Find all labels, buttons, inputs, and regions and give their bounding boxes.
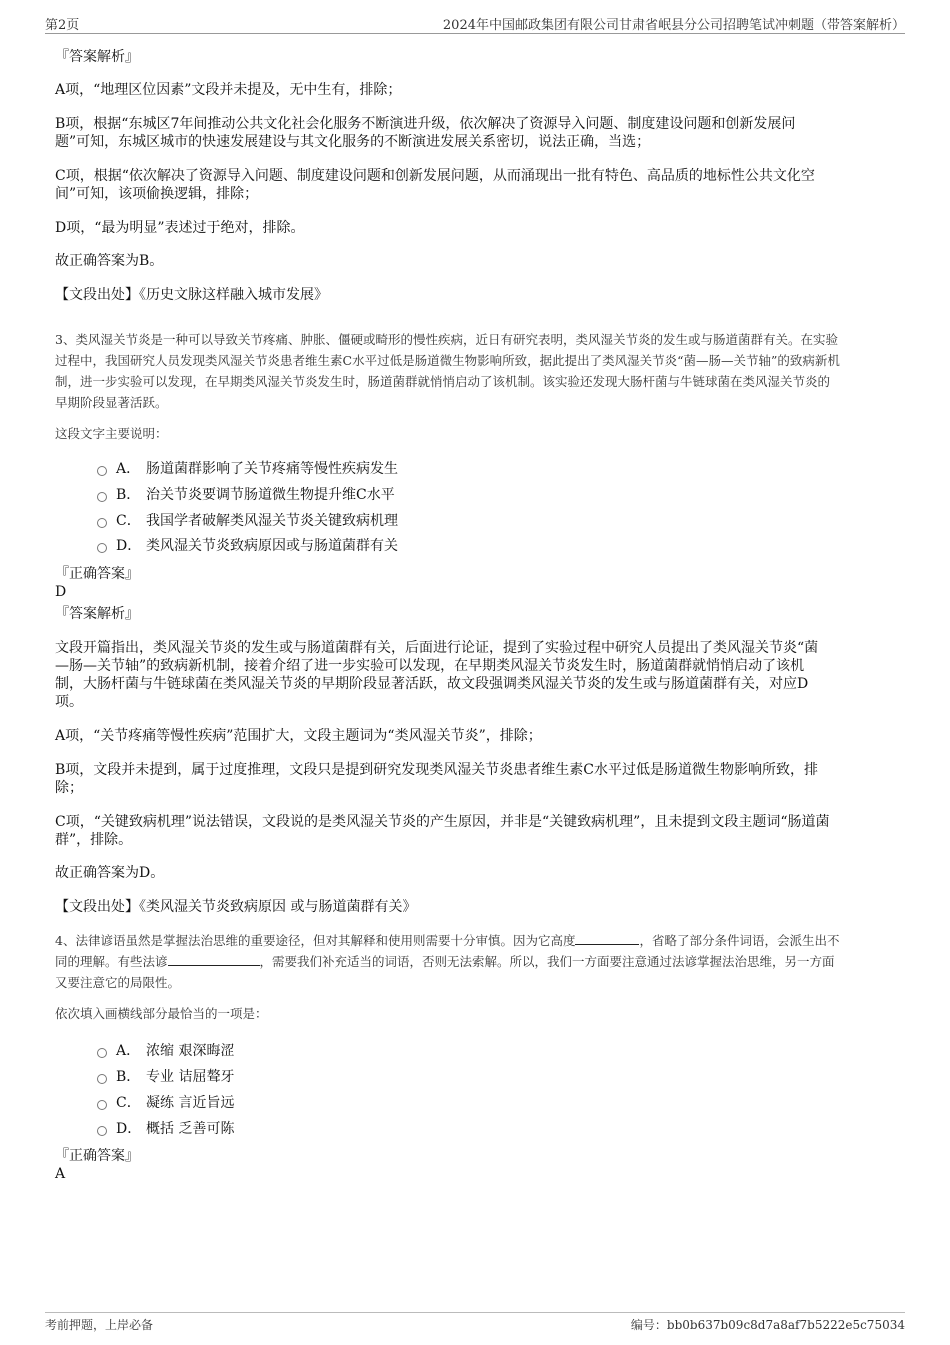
source: 【文段出处】《类风湿关节炎致病原因 或与肠道菌群有关》 (55, 899, 417, 915)
analysis-c-line2: 间”可知，该项偷换逻辑，排除； (55, 186, 259, 202)
page-footer (45, 1312, 905, 1335)
radio-icon[interactable] (97, 1048, 107, 1058)
source: 【文段出处】《历史文脉这样融入城市发展》 (55, 287, 328, 303)
page-number: 第2页 (45, 18, 80, 33)
radio-icon[interactable] (97, 1074, 107, 1084)
document-id: 编号：bb0b637b09c8d7a8af7b5222e5c75034 (630, 1318, 905, 1332)
fill-blank-1 (575, 932, 639, 945)
analysis-c-line1: C项，“关键致病机理”说法错误，文段说的是类风湿关节炎的产生原因，并非是“关键致病机理”，且未提到文段主题词“肠道菌 (55, 814, 830, 830)
analysis-c-line1: C项，根据“依次解决了资源导入问题、制度建设问题和创新发展问题，从而涌现出一批有特色、高品质的地标性公共文化空 (55, 168, 815, 184)
question-4-stem-line3: 又要注意它的局限性。 (55, 975, 181, 990)
document-title: 2024年中国邮政集团有限公司甘肃省岷县分公司招聘笔试冲刺题（带答案解析） (442, 18, 905, 33)
question-3-stem-line3: 制，进一步实验可以发现，在早期类风湿关节炎发生时，肠道菌群就悄悄启动了该机制。该实验还发现大肠杆菌与牛链球菌在类风湿关节炎的 (55, 374, 831, 389)
correct-answer-label: 『正确答案』 (55, 1148, 139, 1164)
analysis-b-line2: 除； (55, 780, 83, 796)
radio-icon[interactable] (97, 1126, 107, 1136)
page-header (45, 14, 905, 34)
analysis-d: D项，“最为明显”表述过于绝对，排除。 (55, 220, 305, 236)
footer-slogan: 考前押题，上岸必备 (45, 1318, 154, 1332)
correct-answer: D (55, 584, 67, 600)
question-4-option-a[interactable]: A． 浓缩 艰深晦涩 (97, 1041, 234, 1061)
radio-icon[interactable] (97, 492, 107, 502)
question-3-stem-line2: 过程中，我国研究人员发现类风湿关节炎患者维生素C水平过低是肠道微生物影响所致，据此提出了类风湿关节炎“菌—肠—关节轴”的致病新机 (55, 353, 840, 368)
analysis-line3: 制，大肠杆菌与牛链球菌在类风湿关节炎的早期阶段显著活跃，故文段强调类风湿关节炎的发生或与肠道菌群有关，对应D (55, 676, 809, 692)
analysis-line1: 文段开篇指出，类风湿关节炎的发生或与肠道菌群有关，后面进行论证，提到了实验过程中研究人员提出了类风湿关节炎“菌 (55, 640, 819, 656)
question-3-option-c[interactable]: C． 我国学者破解类风湿关节炎关键致病机理 (97, 511, 398, 531)
conclusion: 故正确答案为B。 (55, 253, 164, 269)
analysis-line2: —肠—关节轴”的致病新机制，接着介绍了进一步实验可以发现，在早期类风湿关节炎发生时，肠道菌群就悄悄启动了该机 (55, 658, 805, 674)
analysis-c-line2: 群”，排除。 (55, 832, 133, 848)
radio-icon[interactable] (97, 466, 107, 476)
question-3-prompt: 这段文字主要说明： (55, 426, 168, 441)
fill-blank-2 (168, 953, 260, 966)
question-4-prompt: 依次填入画横线部分最恰当的一项是： (55, 1006, 268, 1021)
question-3-stem-line1: 3、类风湿关节炎是一种可以导致关节疼痛、肿胀、僵硬或畸形的慢性疾病，近日有研究表明，类风湿关节炎的发生或与肠道菌群有关。在实验 (55, 332, 838, 347)
analysis-b-line2: 题”可知，东城区城市的快速发展建设与其文化服务的不断演进发展关系密切，说法正确，当选； (55, 134, 651, 150)
question-4-option-b[interactable]: B． 专业 诘屈聱牙 (97, 1067, 234, 1087)
analysis-label: 『答案解析』 (55, 606, 139, 622)
analysis-b-line1: B项，文段并未提到，属于过度推理，文段只是提到研究发现类风湿关节炎患者维生素C水平过低是肠道微生物影响所致，排 (55, 762, 818, 778)
conclusion: 故正确答案为D。 (55, 865, 165, 881)
analysis-line4: 项。 (55, 694, 83, 710)
question-4-option-d[interactable]: D． 概括 乏善可陈 (97, 1119, 234, 1139)
analysis-a: A项，“关节疼痛等慢性疾病”范围扩大，文段主题词为“类风湿关节炎”，排除； (55, 728, 542, 744)
question-3-stem-line4: 早期阶段显著活跃。 (55, 395, 168, 410)
radio-icon[interactable] (97, 1100, 107, 1110)
question-3-option-b[interactable]: B． 治关节炎要调节肠道微生物提升维C水平 (97, 485, 395, 505)
question-3-option-a[interactable]: A． 肠道菌群影响了关节疼痛等慢性疾病发生 (97, 459, 398, 479)
radio-icon[interactable] (97, 518, 107, 528)
question-4-stem-line2: 同的理解。有些法谚 ，需要我们补充适当的词语，否则无法索解。所以，我们一方面要注意通过法谚掌握法治思维，另一方面 (55, 954, 835, 969)
correct-answer: A (55, 1166, 66, 1182)
question-3-option-d[interactable]: D． 类风湿关节炎致病原因或与肠道菌群有关 (97, 536, 398, 556)
analysis-a: A项，“地理区位因素”文段并未提及，无中生有，排除； (55, 82, 402, 98)
correct-answer-label: 『正确答案』 (55, 566, 139, 582)
radio-icon[interactable] (97, 543, 107, 553)
question-4-option-c[interactable]: C． 凝练 言近旨远 (97, 1093, 234, 1113)
question-4-stem-line1: 4、法律谚语虽然是掌握法治思维的重要途径，但对其解释和使用则需要十分审慎。因为它高度 ，省略了部分条件词语，会派生出不 (55, 933, 840, 948)
analysis-b-line1: B项，根据“东城区7年间推动公共文化社会化服务不断演进升级，依次解决了资源导入问题、制度建设问题和创新发展问 (55, 116, 796, 132)
analysis-label: 『答案解析』 (55, 49, 139, 65)
